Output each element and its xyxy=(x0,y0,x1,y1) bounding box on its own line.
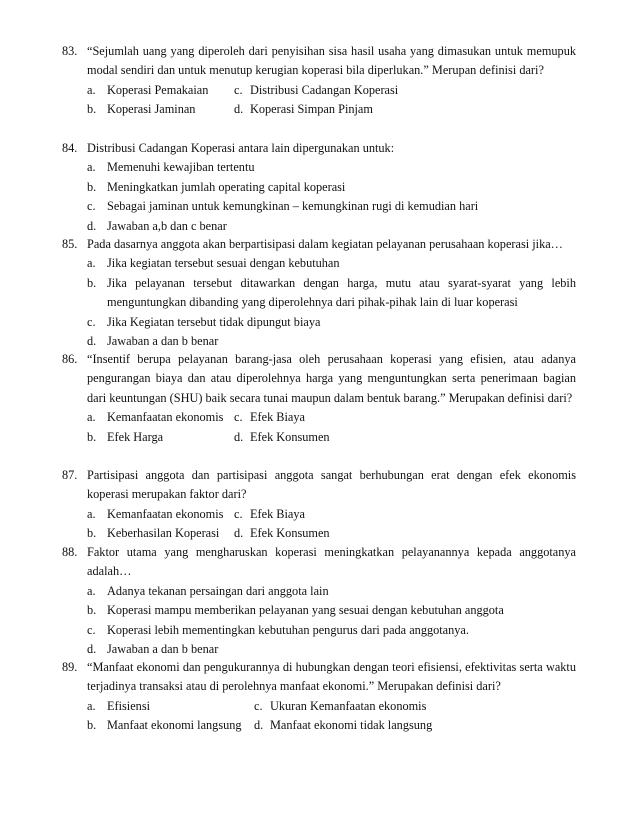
option-letter: c. xyxy=(87,199,96,214)
option-letter: a. xyxy=(87,410,96,425)
option-text: Efek Konsumen xyxy=(250,526,330,541)
question-text: Pada dasarnya anggota akan berpartisipasi dalam kegiatan pelayanan perusahaan koperasi jika… xyxy=(87,237,563,251)
question-number: 89. xyxy=(62,660,78,674)
question-87 xyxy=(62,466,576,544)
question-85 xyxy=(62,235,576,351)
option-letter: b. xyxy=(87,718,97,733)
option-d xyxy=(62,332,576,351)
options-row xyxy=(62,697,576,716)
option-text: Efek Biaya xyxy=(250,410,305,425)
option-letter: d. xyxy=(254,718,264,733)
option-letter: d. xyxy=(87,642,97,657)
option-text: Jika Kegiatan tersebut tidak dipungut biaya xyxy=(107,314,321,329)
option-text: Manfaat ekonomi langsung xyxy=(107,718,242,733)
option-text: Jawaban a dan b benar xyxy=(107,334,219,349)
question-number: 87. xyxy=(62,468,78,482)
question-text: “Insentif berupa pelayanan barang-jasa oleh perusahaan koperasi yang efisien, atau adanya pengurangan biaya dan atau diperolehnya harga yang menguntungkan serta penerimaan bagian dari keuntungan (SHU) baik secara tunai maupun dalam bentuk barang.” Merupakan definisi dari? xyxy=(87,352,576,405)
option-letter: a. xyxy=(87,583,96,598)
option-letter: b. xyxy=(87,179,97,194)
option-letter: c. xyxy=(234,82,243,97)
question-89 xyxy=(62,658,576,736)
option-letter: c. xyxy=(254,698,263,713)
question-number: 85. xyxy=(62,237,78,251)
option-a xyxy=(62,254,576,273)
question-86 xyxy=(62,350,576,447)
option-text: Memenuhi kewajiban tertentu xyxy=(107,160,255,175)
option-text: Sebagai jaminan untuk kemungkinan – kemungkinan rugi di kemudian hari xyxy=(107,199,479,214)
option-c xyxy=(62,313,576,332)
question-84 xyxy=(62,139,576,236)
option-text: Jawaban a dan b benar xyxy=(107,642,219,657)
option-letter: b. xyxy=(87,429,97,444)
option-letter: d. xyxy=(87,334,97,349)
options-row xyxy=(62,81,576,100)
option-text: Ukuran Kemanfaatan ekonomis xyxy=(270,698,427,713)
option-text: Efek Harga xyxy=(107,429,164,444)
option-text: Distribusi Cadangan Koperasi xyxy=(250,82,399,97)
option-text: Keberhasilan Koperasi xyxy=(107,526,220,541)
option-letter: b. xyxy=(87,275,97,290)
option-letter: b. xyxy=(87,603,97,618)
option-b xyxy=(62,274,576,313)
question-text: Partisipasi anggota dan partisipasi anggota sangat berhubungan erat dengan efek ekonomis koperasi merupakan faktor dari? xyxy=(87,468,576,502)
option-text: Koperasi Simpan Pinjam xyxy=(250,102,373,117)
option-letter: d. xyxy=(234,526,244,541)
options-row xyxy=(62,428,576,447)
options-row xyxy=(62,505,576,524)
options-row xyxy=(62,716,576,735)
option-letter: d. xyxy=(87,218,97,233)
option-letter: c. xyxy=(87,622,96,637)
option-text: Kemanfaatan ekonomis xyxy=(107,410,224,425)
option-c xyxy=(62,197,576,216)
question-text: “Sejumlah uang yang diperoleh dari penyisihan sisa hasil usaha yang dimasukan untuk memupuk modal sendiri dan untuk menutup kerugian koperasi bila diperlukan.” Merupan definisi dari? xyxy=(87,44,576,78)
option-letter: a. xyxy=(87,82,96,97)
option-b xyxy=(62,601,576,620)
option-text: Kemanfaatan ekonomis xyxy=(107,506,224,521)
option-letter: b. xyxy=(87,102,97,117)
question-number: 86. xyxy=(62,352,78,366)
option-a xyxy=(62,582,576,601)
option-letter: c. xyxy=(234,410,243,425)
option-letter: c. xyxy=(234,506,243,521)
option-text: Koperasi Pemakaian xyxy=(107,82,209,97)
question-number: 88. xyxy=(62,545,78,559)
option-text: Koperasi Jaminan xyxy=(107,102,196,117)
option-text: Koperasi lebih mementingkan kebutuhan pengurus dari pada anggotanya. xyxy=(107,622,469,637)
option-text: Adanya tekanan persaingan dari anggota lain xyxy=(107,583,329,598)
question-88 xyxy=(62,543,576,659)
question-text: Distribusi Cadangan Koperasi antara lain dipergunakan untuk: xyxy=(87,141,395,155)
option-letter: a. xyxy=(87,698,96,713)
option-text: Jika pelayanan tersebut ditawarkan dengan harga, mutu atau syarat-syarat yang lebih menguntungkan dibanding yang diperolehnya dari pihak-pihak lain di luar koperasi xyxy=(107,275,576,310)
question-number: 84. xyxy=(62,141,78,155)
question-text: “Manfaat ekonomi dan pengukurannya di hubungkan dengan teori efisiensi, efektivitas serta waktu terjadinya transaksi atau di perolehnya manfaat ekonomi.” Merupakan definisi dari? xyxy=(87,660,576,694)
option-letter: d. xyxy=(234,429,244,444)
option-text: Efisiensi xyxy=(107,698,151,713)
question-text: Faktor utama yang mengharuskan koperasi meningkatkan pelayanannya kepada anggotanya adalah… xyxy=(87,545,576,579)
options-row xyxy=(62,408,576,427)
option-letter: a. xyxy=(87,160,96,175)
option-a xyxy=(62,158,576,177)
options-row xyxy=(62,100,576,119)
option-letter: b. xyxy=(87,526,97,541)
option-d xyxy=(62,217,576,236)
option-text: Jika kegiatan tersebut sesuai dengan kebutuhan xyxy=(107,256,340,271)
option-text: Jawaban a,b dan c benar xyxy=(107,218,227,233)
option-letter: c. xyxy=(87,314,96,329)
option-text: Efek Biaya xyxy=(250,506,305,521)
options-row xyxy=(62,524,576,543)
option-b xyxy=(62,178,576,197)
option-text: Manfaat ekonomi tidak langsung xyxy=(270,718,433,733)
option-letter: a. xyxy=(87,506,96,521)
option-c xyxy=(62,621,576,640)
question-83 xyxy=(62,42,576,120)
option-d xyxy=(62,640,576,659)
question-number: 83. xyxy=(62,44,78,58)
option-letter: a. xyxy=(87,256,96,271)
option-text: Efek Konsumen xyxy=(250,429,330,444)
option-text: Meningkatkan jumlah operating capital koperasi xyxy=(107,179,346,194)
option-text: Koperasi mampu memberikan pelayanan yang sesuai dengan kebutuhan anggota xyxy=(107,603,504,618)
option-letter: d. xyxy=(234,102,244,117)
